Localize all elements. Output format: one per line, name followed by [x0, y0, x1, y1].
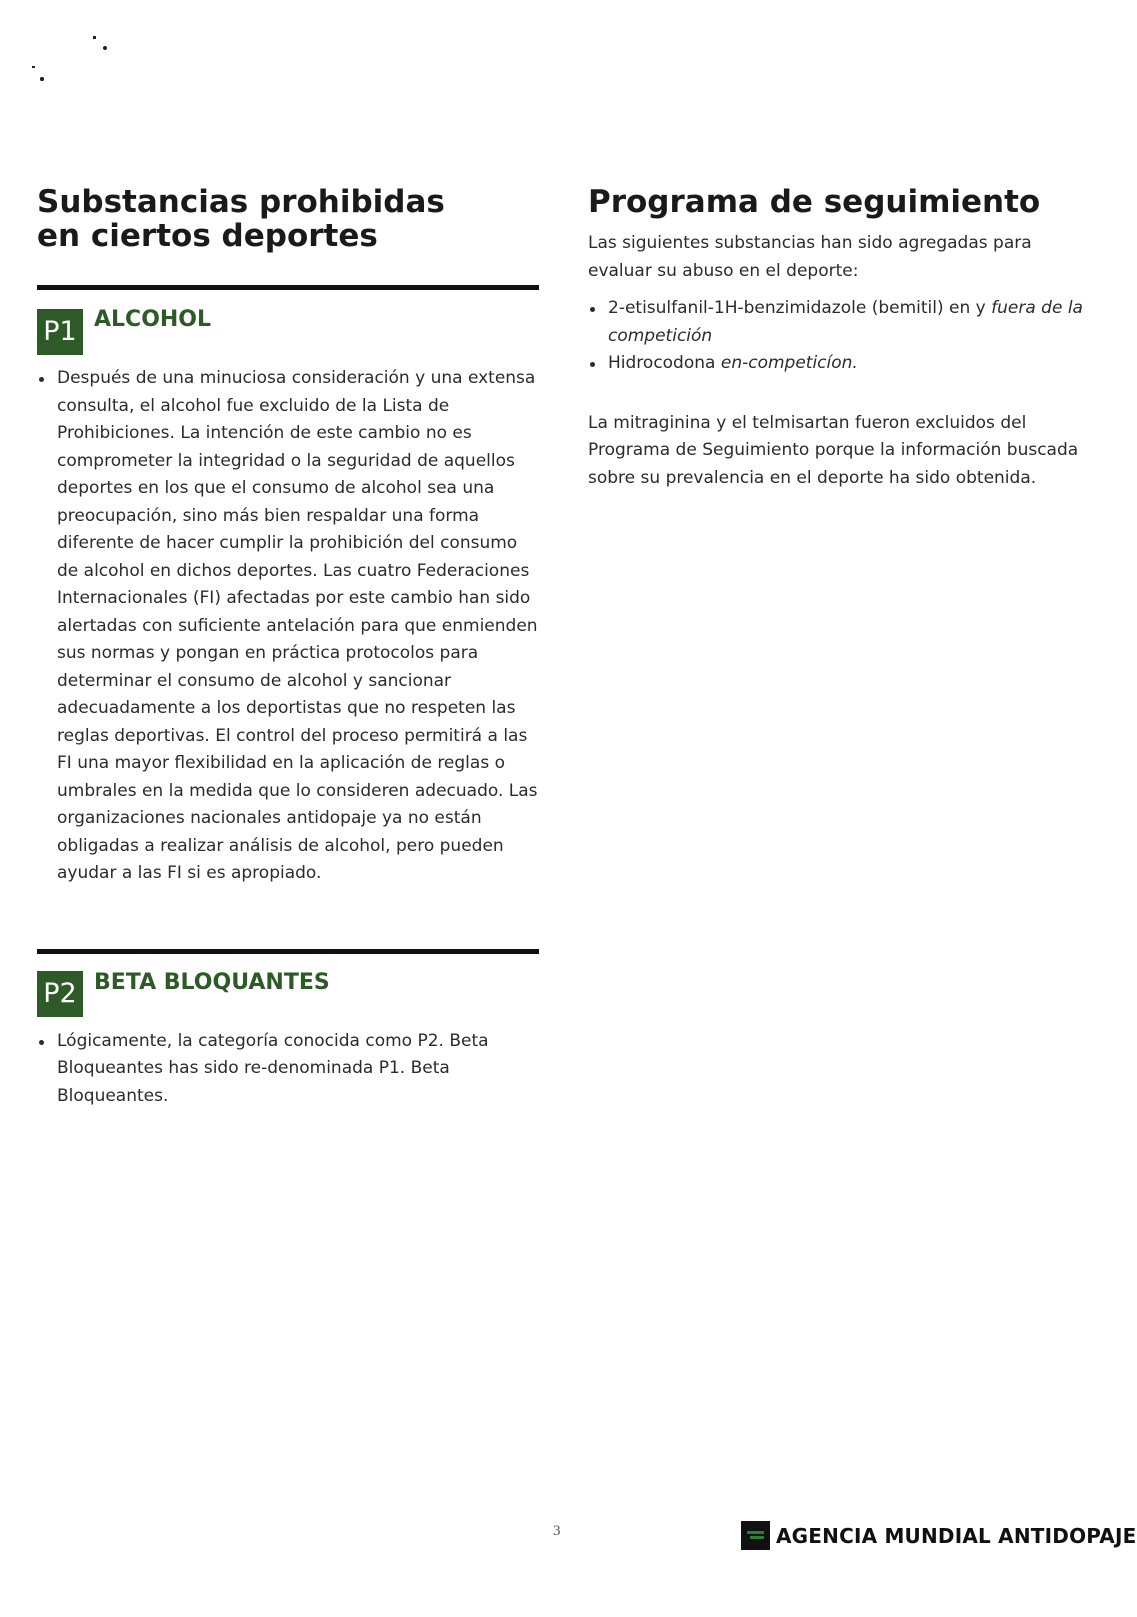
monitoring-list [588, 295, 1098, 378]
list-item [588, 295, 1098, 350]
monitoring-intro: Las siguientes substancias han sido agregadas para evaluar su abuso en el deporte: [588, 233, 1032, 281]
footer-brand [741, 1520, 1136, 1551]
wada-logo-icon [741, 1521, 770, 1550]
category-p2-header [37, 970, 539, 1028]
monitoring-paragraph: La mitraginina y el telmisartan fueron excluidos del Programa de Seguimiento porque la información buscada sobre su prevalencia en el deporte ha sido obtenida. [588, 412, 1079, 488]
scan-specks-3 [25, 60, 55, 90]
alcohol-list [37, 365, 539, 888]
category-p1-header [37, 307, 539, 365]
category-name: BETA BLOQUANTES [94, 969, 330, 995]
left-column [37, 185, 539, 1110]
bullet-icon [590, 362, 595, 367]
list-item [37, 1028, 539, 1111]
bullet-icon [39, 1040, 44, 1045]
beta-text: Lógicamente, la categoría conocida como P2. Beta Bloqueantes has sido re-denominada P1. Beta Bloqueantes. [57, 1030, 489, 1106]
divider-rule [37, 285, 539, 290]
section-title-monitoring: Programa de seguimiento [588, 184, 1041, 220]
item-text: 2-etisulfanil-1H-benzimidazole (bemitil) en y [608, 298, 992, 318]
right-column [588, 185, 1098, 492]
scan-specks-2 [85, 30, 115, 90]
bullet-icon [590, 307, 595, 312]
list-item [588, 350, 1098, 378]
category-name: ALCOHOL [94, 307, 212, 332]
title-line-2: en ciertos deportes [37, 218, 378, 254]
category-badge: P1 [37, 309, 83, 355]
alcohol-text: Después de una minuciosa consideración y una extensa consulta, el alcohol fue excluido de la Lista de Prohibiciones. La intención de este cambio no es comprometer la integridad o la seguridad de aquellos deportes en los que el consumo de alcohol sea una preocupación, sino más bien respaldar una forma diferente de hacer cumplir la prohibición del consumo de alcohol en dichos deportes. Las cuatro Federaciones Internacionales (FI) afectadas por este cambio han sido alertadas con suficiente antelación para que enmienden sus normas y pongan en práctica protocolos para determinar el consumo de alcohol y sancionar adecuadamente a los deportistas que no respeten las reglas deportivas. El control del proceso permitirá a las FI una mayor flexibilidad en la aplicación de reglas o umbrales en la medida que lo consideren adecuado. Las organizaciones nacionales antidopaje ya no están obligadas a realizar análisis de alcohol, pero pueden ayudar a las FI si es apropiado. [57, 368, 538, 883]
page-number: 3 [553, 1523, 561, 1539]
item-italic: en-competicíon. [720, 353, 858, 373]
item-italic: fuera de la competición [608, 298, 1083, 346]
title-line-1: Substancias prohibidas [37, 184, 445, 220]
section-title-prohibited [37, 185, 539, 253]
beta-list [37, 1028, 539, 1111]
list-item [37, 365, 539, 888]
bullet-icon [39, 377, 44, 382]
item-text: Hidrocodona [608, 353, 721, 373]
category-badge: P2 [37, 971, 83, 1017]
divider-rule [37, 949, 539, 954]
org-name: AGENCIA MUNDIAL ANTIDOPAJE [776, 1523, 1137, 1548]
